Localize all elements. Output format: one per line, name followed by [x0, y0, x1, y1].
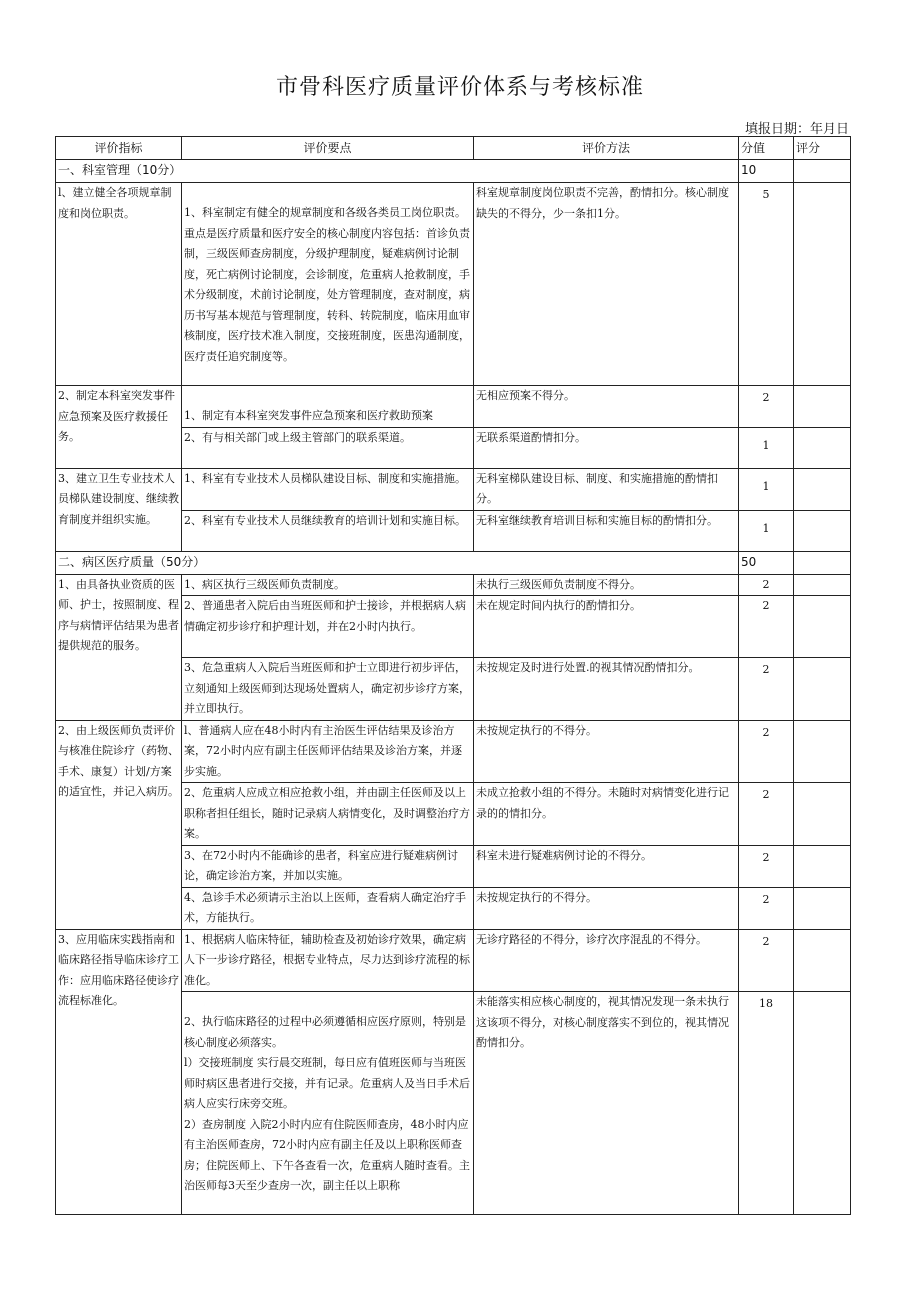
method-cell: 未成立抢救小组的不得分。未随时对病情变化进行记录的的情扣分。 [474, 783, 739, 846]
indicator-cell: 2、制定本科室突发事件应急预案及医疗救援任务。 [56, 386, 182, 469]
score-cell: 18 [739, 992, 794, 1215]
rating-cell[interactable] [794, 658, 851, 721]
score-cell: 2 [739, 386, 794, 428]
evaluation-table [55, 136, 851, 1215]
section-row [56, 160, 851, 183]
method-cell: 未按规定及时进行处置.的视其情况酌情扣分。 [474, 658, 739, 721]
score-cell: 1 [739, 468, 794, 510]
section-label: 二、病区医疗质量（50分） [56, 551, 739, 574]
point-cell: l、普通病人应在48小时内有主治医生评估结果及诊治方案，72小时内应有副主任医师评估结果及诊治方案，并逐步实施。 [182, 720, 474, 783]
score-cell: 2 [739, 845, 794, 887]
table-row [56, 574, 851, 596]
score-cell: 2 [739, 596, 794, 658]
score-cell: 2 [739, 574, 794, 596]
table-header-row [56, 137, 851, 160]
rating-cell[interactable] [794, 183, 851, 386]
method-cell: 科室规章制度岗位职责不完善，酌情扣分。核心制度缺失的不得分，少一条扣1分。 [474, 183, 739, 386]
rating-cell[interactable] [794, 574, 851, 596]
header-points: 评价要点 [182, 137, 474, 160]
section-score: 10 [739, 160, 794, 183]
score-cell: 2 [739, 929, 794, 992]
score-cell: 5 [739, 183, 794, 386]
score-cell: 1 [739, 510, 794, 551]
table-row [56, 183, 851, 386]
point-cell: 1、制定有本科室突发事件应急预案和医疗救助预案 [182, 386, 474, 428]
point-cell: 1、病区执行三级医师负责制度。 [182, 574, 474, 596]
score-cell: 2 [739, 783, 794, 846]
indicator-cell: 2、由上级医师负责评价与核准住院诊疗（药物、手术、康复）计划/方案的适宜性，并记入病历。 [56, 720, 182, 929]
rating-cell[interactable] [794, 427, 851, 468]
point-cell: 2、危重病人应成立相应抢救小组，并由副主任医师及以上职称者担任组长，随时记录病人病情变化，及时调整治疗方案。 [182, 783, 474, 846]
rating-cell[interactable] [794, 929, 851, 992]
section-score: 50 [739, 551, 794, 574]
point-cell: 2、科室有专业技术人员继续教育的培训计划和实施目标。 [182, 510, 474, 551]
score-cell: 2 [739, 887, 794, 929]
page-title: 市骨科医疗质量评价体系与考核标准 [275, 75, 644, 100]
method-cell: 无诊疗路径的不得分，诊疗次序混乱的不得分。 [474, 929, 739, 992]
method-cell: 未能落实相应核心制度的，视其情况发现一条未执行这该项不得分，对核心制度落实不到位的，视其情况酌情扣分。 [474, 992, 739, 1215]
header-method: 评价方法 [474, 137, 739, 160]
method-cell: 无相应预案不得分。 [474, 386, 739, 428]
header-indicator: 评价指标 [56, 137, 182, 160]
point-cell: 2、有与相关部门或上级主管部门的联系渠道。 [182, 427, 474, 468]
point-cell: 2、普通患者入院后由当班医师和护士接诊，并根据病人病情确定初步诊疗和护理计划，并在2小时内执行。 [182, 596, 474, 658]
rating-cell[interactable] [794, 551, 851, 574]
method-cell: 未按规定执行的不得分。 [474, 720, 739, 783]
method-cell: 未按规定执行的不得分。 [474, 887, 739, 929]
table-row [56, 929, 851, 992]
point-cell: 1、根据病人临床特征，辅助检查及初始诊疗效果，确定病人下一步诊疗路径，根据专业特点，尽力达到诊疗流程的标准化。 [182, 929, 474, 992]
rating-cell[interactable] [794, 845, 851, 887]
score-cell: 2 [739, 720, 794, 783]
rating-cell[interactable] [794, 720, 851, 783]
rating-cell[interactable] [794, 887, 851, 929]
table-row [56, 386, 851, 428]
rating-cell[interactable] [794, 510, 851, 551]
rating-cell[interactable] [794, 596, 851, 658]
score-cell: 1 [739, 427, 794, 468]
section-label: 一、科室管理（10分） [56, 160, 739, 183]
method-cell: 无科室继续教育培训目标和实施目标的酌情扣分。 [474, 510, 739, 551]
point-cell: 2、执行临床路径的过程中必须遵循相应医疗原则，特别是核心制度必须落实。 l）交接班制度 实行晨交班制，每日应有值班医师与当班医师时病区患者进行交接，并有记录。危重病人及当日手术后病人应实行床旁交班。 2）查房制度 入院2小时内应有住院医师查房，48小时内应有主治医师查房，72小时内应有副主任及以上职称医师查房；住院医师上、下午各查看一次，危重病人随时查看。主治医师每3天至少查房一次，副主任以上职称 [182, 992, 474, 1215]
point-cell: 4、急诊手术必须请示主治以上医师，查看病人确定治疗手术，方能执行。 [182, 887, 474, 929]
section-row [56, 551, 851, 574]
rating-cell[interactable] [794, 783, 851, 846]
method-cell: 未执行三级医师负责制度不得分。 [474, 574, 739, 596]
rating-cell[interactable] [794, 386, 851, 428]
point-cell: 3、危急重病人入院后当班医师和护士立即进行初步评估，立刻通知上级医师到达现场处置病人，确定初步诊疗方案，并立即执行。 [182, 658, 474, 721]
method-cell: 无科室梯队建设目标、制度、和实施措施的酌情扣分。 [474, 468, 739, 510]
header-rating: 评分 [794, 137, 851, 160]
indicator-cell: l、建立健全各项规章制度和岗位职责。 [56, 183, 182, 386]
indicator-cell: 3、建立卫生专业技术人员梯队建设制度、继续教育制度并组织实施。 [56, 468, 182, 551]
method-cell: 无联系渠道酌情扣分。 [474, 427, 739, 468]
score-cell: 2 [739, 658, 794, 721]
header-score: 分值 [739, 137, 794, 160]
point-cell: 3、在72小时内不能确诊的患者，科室应进行疑难病例讨论，确定诊治方案，并加以实施。 [182, 845, 474, 887]
point-cell: 1、科室制定有健全的规章制度和各级各类员工岗位职责。重点是医疗质量和医疗安全的核心制度内容包括：首诊负责制，三级医师查房制度，分级护理制度，疑难病例讨论制度，死亡病例讨论制度，会诊制度，危重病人抢救制度，手术分级制度，术前讨论制度，处方管理制度，查对制度，病历书写基本规范与管理制度，转科、转院制度，临床用血审核制度，医疗技术准入制度，交接班制度，医患沟通制度，医疗责任追究制度等。 [182, 183, 474, 386]
rating-cell[interactable] [794, 468, 851, 510]
table-row [56, 720, 851, 783]
rating-cell[interactable] [794, 992, 851, 1215]
point-cell: 1、科室有专业技术人员梯队建设目标、制度和实施措施。 [182, 468, 474, 510]
indicator-cell: 3、应用临床实践指南和临床路径指导临床诊疗工作：应用临床路径使诊疗流程标准化。 [56, 929, 182, 1215]
method-cell: 科室未进行疑难病例讨论的不得分。 [474, 845, 739, 887]
rating-cell[interactable] [794, 160, 851, 183]
indicator-cell: 1、由具备执业资质的医师、护士，按照制度、程序与病情评估结果为患者提供规范的服务。 [56, 574, 182, 720]
fill-date: 填报日期：年月日 [744, 122, 849, 137]
table-row [56, 468, 851, 510]
method-cell: 未在规定时间内执行的酌情扣分。 [474, 596, 739, 658]
